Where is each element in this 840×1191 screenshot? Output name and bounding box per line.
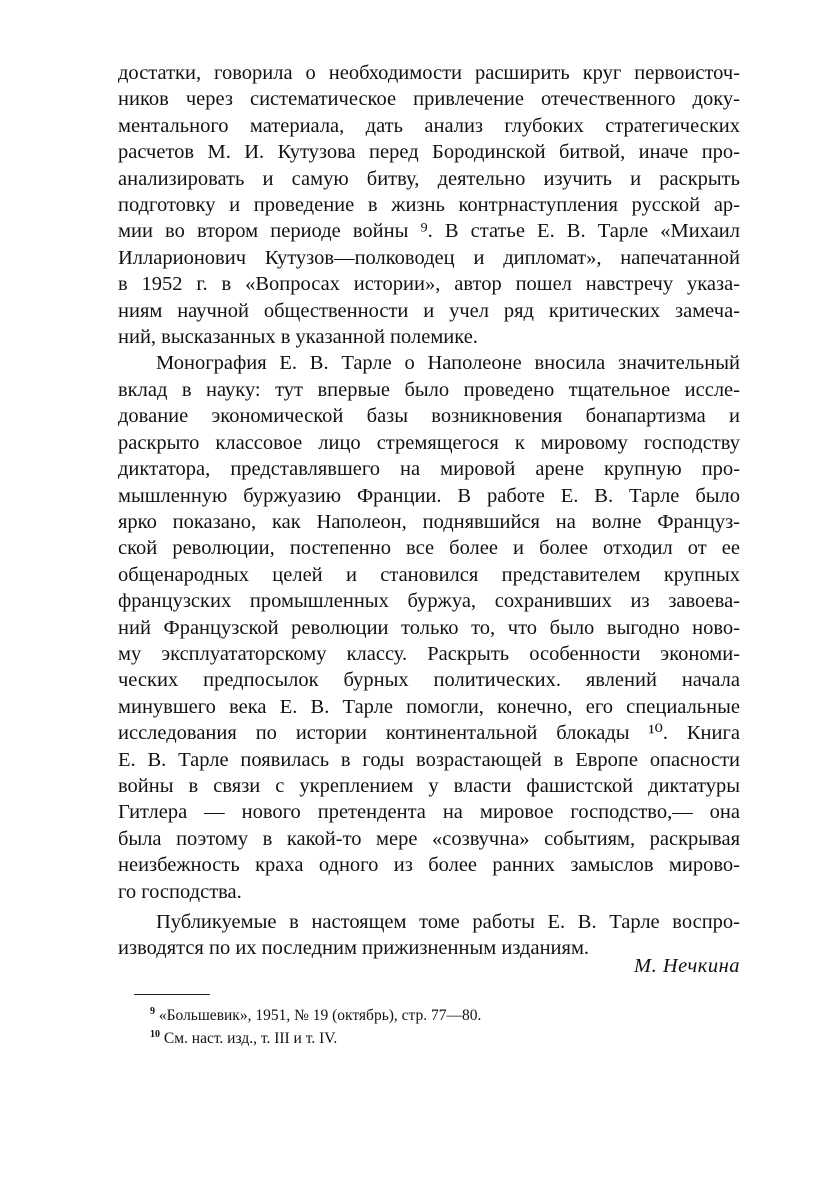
text-line: анализировать и самую битву, деятельно изучить и раскрыть: [118, 167, 740, 190]
text-line: Илларионович Кутузов—полководец и дипломат», напечатанной: [118, 246, 740, 269]
text-line: мии во втором периоде войны ⁹. В статье Е. В. Тарле «Михаил: [118, 220, 740, 243]
footnote-text: «Большевик», 1951, № 19 (октябрь), стр. 77—80.: [158, 1007, 482, 1025]
text-line: ников через систематическое привлечение отечественного доку-: [118, 88, 740, 111]
text-line: ний, высказанных в указанной полемике.: [118, 326, 478, 349]
text-line: изводятся по их последним прижизненным изданиям.: [118, 937, 590, 960]
text-line: Монография Е. В. Тарле о Наполеоне вносила значительный: [156, 352, 740, 375]
footnote-9: [150, 1002, 710, 1025]
text-line: ний Французской революции только то, что было выгодно ново-: [118, 616, 740, 639]
text-line: Е. В. Тарле появилась в годы возрастающей в Европе опасности: [118, 748, 740, 771]
author-signature: М. Нечкина: [634, 955, 740, 977]
footnote-mark: 9: [150, 1006, 155, 1017]
text-line: войны в связи с укреплением у власти фашистской диктатуры: [118, 774, 740, 797]
footnote-divider: [134, 994, 210, 995]
text-line: французских промышленных буржуа, сохранивших из завоева-: [118, 590, 740, 613]
text-line: подготовку и проведение в жизнь контрнаступления русской ар-: [118, 194, 740, 217]
text-line: была поэтому в какой-то мере «созвучна» событиям, раскрывая: [118, 827, 740, 850]
text-line: вклад в науку: тут впервые было проведено тщательное иссле-: [118, 378, 740, 401]
text-line: достатки, говорила о необходимости расширить круг первоисточ-: [118, 62, 740, 84]
text-line: неизбежность краха одного из более ранних замыслов мирово-: [118, 854, 740, 877]
footnote-text: См. наст. изд., т. III и т. IV.: [163, 1030, 338, 1048]
text-line: Публикуемые в настоящем томе работы Е. В. Тарле воспро-: [156, 911, 740, 933]
text-line: общенародных целей и становился представителем крупных: [118, 563, 740, 586]
text-line: раскрыто классовое лицо стремящегося к мировому господству: [118, 431, 740, 454]
text-line: го господства.: [118, 880, 242, 903]
text-line: расчетов М. И. Кутузова перед Бородинской битвой, иначе про-: [118, 141, 740, 164]
text-line: минувшего века Е. В. Тарле помогли, конечно, его специальные: [118, 695, 740, 718]
text-line: ментального материала, дать анализ глубоких стратегических: [118, 114, 740, 137]
footnote-10: [150, 1025, 710, 1048]
text-line: му эксплуататорскому классу. Раскрыть особенности экономи-: [118, 642, 740, 665]
text-line: ской революции, постепенно все более и более отходил от ее: [118, 537, 740, 560]
paragraph-3: [118, 909, 740, 962]
text-line: ческих предпосылок бурных политических. явлений начала: [118, 669, 740, 692]
text-line: диктатора, представлявшего на мировой арене крупную про-: [118, 458, 740, 481]
paragraph-2: [118, 350, 740, 905]
paragraph-1: [118, 60, 740, 350]
text-line: в 1952 г. в «Вопросах истории», автор пошел навстречу указа-: [118, 273, 740, 296]
text-line: ярко показано, как Наполеон, поднявшийся на волне Француз-: [118, 510, 740, 533]
text-line: Гитлера — нового претендента на мировое господство,— она: [118, 801, 740, 824]
text-line: ниям научной общественности и учел ряд критических замеча-: [118, 299, 740, 322]
main-text: [118, 60, 740, 962]
text-line: дование экономической базы возникновения бонапартизма и: [118, 405, 740, 428]
footnotes: [150, 1002, 710, 1048]
footnote-mark: 10: [150, 1029, 160, 1041]
text-line: мышленную буржуазию Франции. В работе Е. В. Тарле было: [118, 484, 740, 507]
text-line: исследования по истории континентальной блокады ¹⁰. Книга: [118, 722, 740, 745]
